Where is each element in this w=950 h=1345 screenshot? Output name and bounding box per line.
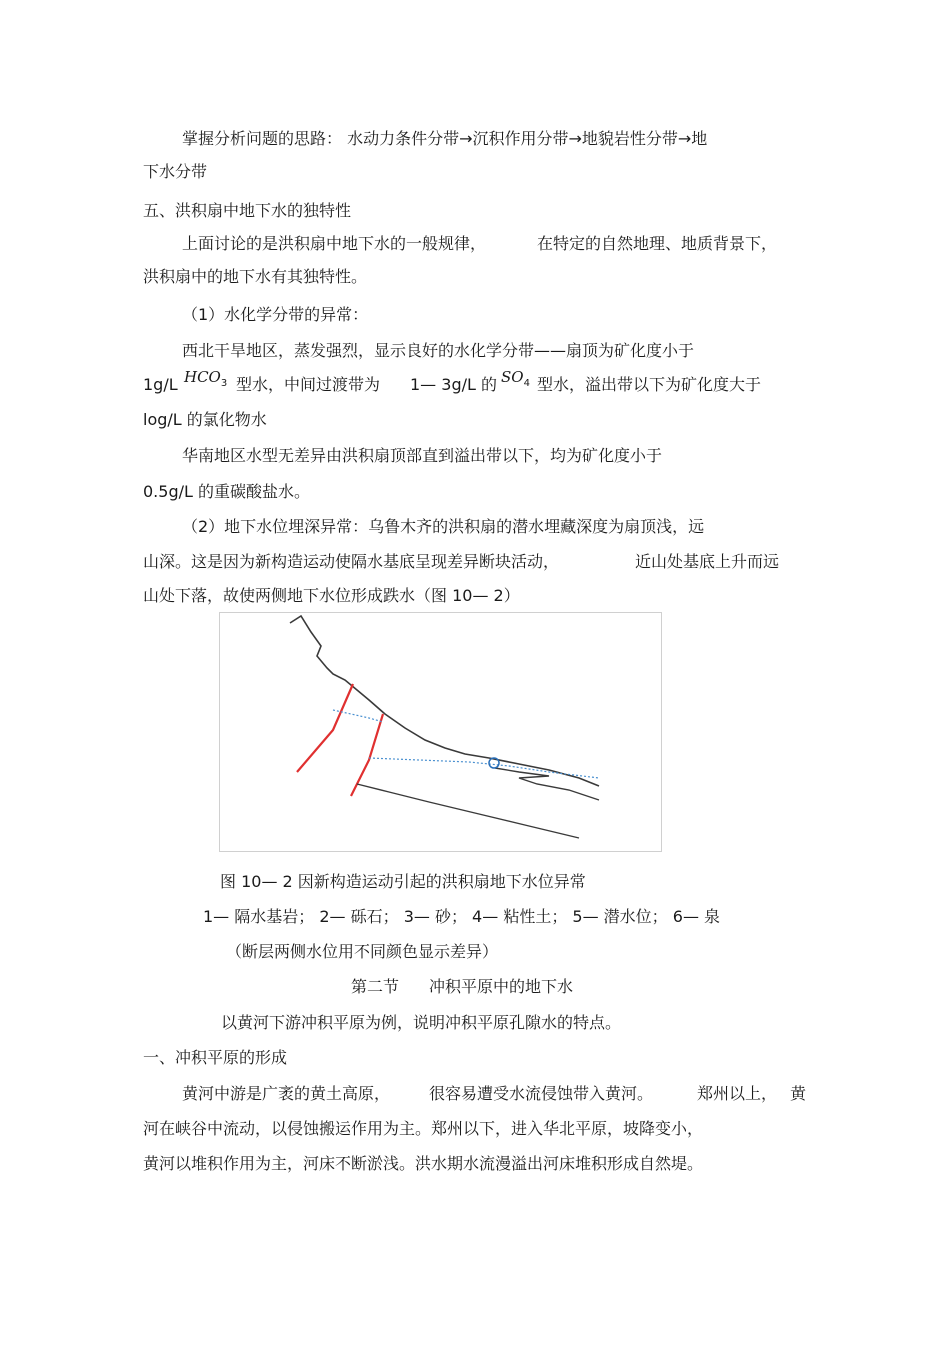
figure-note: （断层两侧水位用不同颜色显示差异） <box>226 942 499 961</box>
subsection-heading: （2）地下水位埋深异常：乌鲁木齐的洪积扇的潜水埋藏深度为扇顶浅，远 <box>182 517 705 536</box>
figure-border <box>220 613 662 852</box>
section-heading: 一、冲积平原的形成 <box>143 1048 288 1067</box>
text-line: 黄 <box>790 1084 807 1103</box>
base-bedrock-line <box>357 784 579 838</box>
formula-text: SO <box>501 368 524 386</box>
text-line: 黄河中游是广袤的黄土高原， <box>182 1084 391 1103</box>
fault-left <box>297 684 353 772</box>
text-line: 掌握分析问题的思路： 水动力条件分带→沉积作用分带→地貌岩性分带→地 <box>182 129 708 148</box>
text-line: 0.5g/L 的重碳酸盐水。 <box>143 482 310 501</box>
text-line: 上面讨论的是洪积扇中地下水的一般规律， <box>182 234 487 253</box>
text-line: 1g/L <box>143 375 178 394</box>
text-line: 很容易遭受水流侵蚀带入黄河。 <box>429 1084 654 1103</box>
water-table-lower <box>369 758 599 778</box>
text-line: log/L 的氯化物水 <box>143 410 267 429</box>
text-line: 黄河以堆积作用为主，河床不断淤浅。洪水期水流漫溢出河床堆积形成自然堤。 <box>143 1154 704 1173</box>
formula-subscript: 4 <box>523 378 530 389</box>
text-line: 山深。这是因为新构造运动使隔水基底呈现差异断块活动， <box>143 552 560 571</box>
fault-right <box>351 714 383 796</box>
so4-formula <box>501 366 530 391</box>
text-line: 型水，中间过渡带为 <box>236 375 381 394</box>
ground-surface-line <box>290 616 599 786</box>
text-line: 西北干旱地区，蒸发强烈，显示良好的水化学分带——扇顶为矿化度小于 <box>182 341 695 360</box>
formula-subscript: 3 <box>220 378 228 389</box>
figure-caption: 图 10— 2 因新构造运动引起的洪积扇地下水位异常 <box>220 872 586 891</box>
figure-10-2-diagram <box>219 612 662 852</box>
text-line: 河在峡谷中流动，以侵蚀搬运作用为主。郑州以下，进入华北平原，坡降变小， <box>143 1119 704 1138</box>
clay-lens-lines <box>495 768 599 800</box>
section-heading: 五、洪积扇中地下水的独特性 <box>143 201 352 220</box>
hco3-formula <box>184 366 227 391</box>
text-line: 郑州以上， <box>697 1084 778 1103</box>
section-heading: 冲积平原中的地下水 <box>429 977 574 996</box>
subsection-heading: （1）水化学分带的异常： <box>182 305 369 324</box>
text-line: 华南地区水型无差异由洪积扇顶部直到溢出带以下，均为矿化度小于 <box>182 446 663 465</box>
text-line: 下水分带 <box>143 162 208 181</box>
figure-legend: 1— 隔水基岩； 2— 砾石； 3— 砂； 4— 粘性土； 5— 潜水位； 6— 泉 <box>203 907 721 926</box>
text-line: 1— 3g/L 的 <box>410 375 497 394</box>
text-line: 洪积扇中的地下水有其独特性。 <box>143 267 368 286</box>
section-heading: 第二节 <box>351 977 400 996</box>
formula-text: HCO <box>184 368 221 386</box>
text-line: 以黄河下游冲积平原为例，说明冲积平原孔隙水的特点。 <box>221 1013 622 1032</box>
text-line: 近山处基底上升而远 <box>635 552 780 571</box>
text-line: 在特定的自然地理、地质背景下， <box>537 234 778 253</box>
text-line: 山处下落，故使两侧地下水位形成跌水（图 10— 2） <box>143 586 520 605</box>
text-line: 型水，溢出带以下为矿化度大于 <box>537 375 762 394</box>
